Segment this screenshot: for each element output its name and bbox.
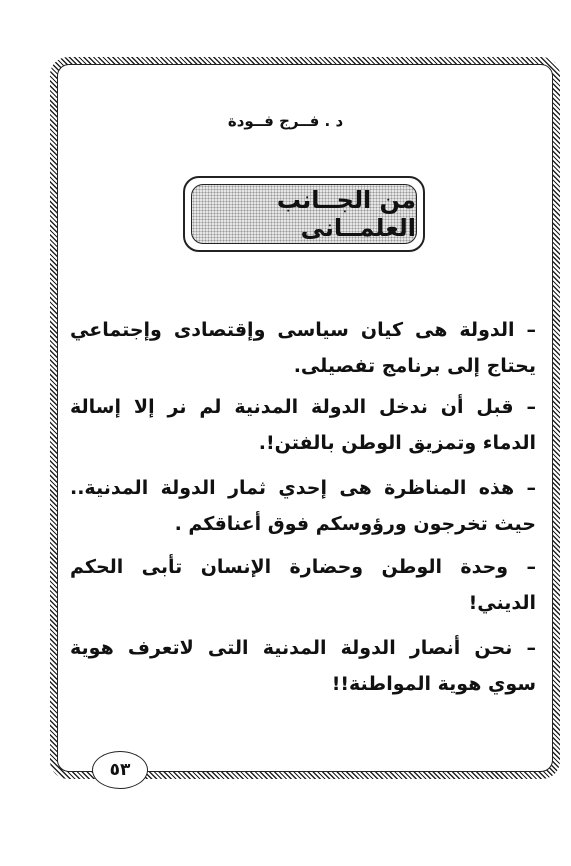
author-header: د . فــرج فــودة [227, 112, 344, 130]
paragraph-2: – قبل أن ندخل الدولة المدنية لم نر إلا إسالة الدماء وتمزيق الوطن بالفتن!. [70, 396, 536, 454]
paragraph-4: – وحدة الوطن وحضارة الإنسان تأبى الحكم الديني! [70, 556, 536, 614]
section-title: من الجــانب العلمــانى [191, 184, 417, 244]
paragraph-1: – الدولة هى كيان سياسى وإقتصادى وإجتماعي يحتاج إلى برنامج تفصيلى. [70, 319, 536, 377]
paragraph-3: – هذه المناظرة هى إحدي ثمار الدولة المدنية.. حيث تخرجون ورؤوسكم فوق أعناقكم . [70, 477, 536, 535]
page-number: ٥٣ [92, 751, 148, 789]
paragraph-5: – نحن أنصار الدولة المدنية التى لاتعرف هوية سوي هوية المواطنة!! [70, 637, 536, 695]
section-title-box [183, 176, 425, 252]
